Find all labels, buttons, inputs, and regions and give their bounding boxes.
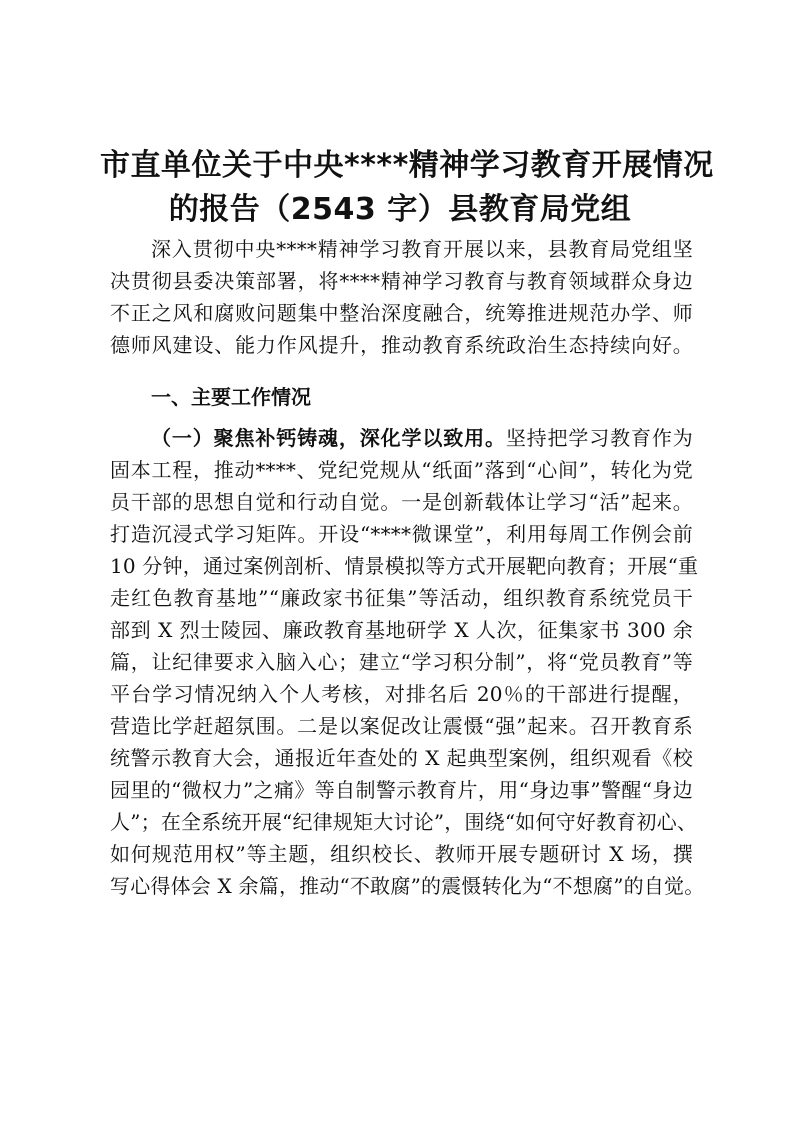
body-line: 写心得体会 X 余篇，推动“不敢腐”的震慑转化为“不想腐”的自觉。 <box>110 874 705 898</box>
body-line: 人”；在全系统开展“纪律规矩大讨论”，围绕“如何守好教育初心、 <box>110 810 698 834</box>
body-line: 篇，让纪律要求入脑入心；建立“学习积分制”，将“党员教育”等 <box>110 650 693 674</box>
subsection-heading: （一）聚焦补钙铸魂，深化学以致用。 <box>151 426 506 450</box>
document-title-line-1: 市直单位关于中央****精神学习教育开展情况 <box>100 148 714 183</box>
body-line: 走红色教育基地”“廉政家书征集”等活动，组织教育系统党员干 <box>110 586 693 610</box>
body-line: 园里的“微权力”之痛》等自制警示教育片，用“身边事”警醒“身边 <box>110 778 693 802</box>
body-line: 如何规范用权”等主题，组织校长、教师开展专题研讨 X 场，撰 <box>110 842 693 866</box>
body-line: 固本工程，推动****、党纪党规从“纸面”落到“心间”，转化为党 <box>110 458 693 482</box>
body-line: 营造比学赶超氛围。二是以案促改让震慑“强”起来。召开教育系 <box>110 714 693 738</box>
intro-line: 德师风建设、能力作风提升，推动教育系统政治生态持续向好。 <box>110 333 693 357</box>
intro-line: 深入贯彻中央****精神学习教育开展以来，县教育局党组坚 <box>151 237 693 261</box>
body-line: 员干部的思想自觉和行动自觉。一是创新载体让学习“活”起来。 <box>110 490 693 514</box>
intro-line: 决贯彻县委决策部署，将****精神学习教育与教育领域群众身边 <box>110 269 693 293</box>
intro-line: 不正之风和腐败问题集中整治深度融合，统筹推进规范办学、师 <box>110 301 693 325</box>
document-title-line-2: 的报告（2543 字）县教育局党组 <box>168 192 632 227</box>
subsection-first-line-text: 坚持把学习教育作为 <box>505 426 693 450</box>
body-line: 打造沉浸式学习矩阵。开设“****微课堂”，利用每周工作例会前 <box>110 522 693 546</box>
body-line: 统警示教育大会，通报近年查处的 X 起典型案例，组织观看《校 <box>110 746 693 770</box>
body-line: 10 分钟，通过案例剖析、情景模拟等方式开展靶向教育；开展“重 <box>110 554 699 578</box>
body-line: 部到 X 烈士陵园、廉政教育基地研学 X 人次，征集家书 300 余 <box>110 618 693 642</box>
subsection-first-line <box>151 422 693 454</box>
body-line: 平台学习情况纳入个人考核，对排名后 20％的干部进行提醒， <box>110 682 693 706</box>
section-heading: 一、主要工作情况 <box>151 385 311 409</box>
